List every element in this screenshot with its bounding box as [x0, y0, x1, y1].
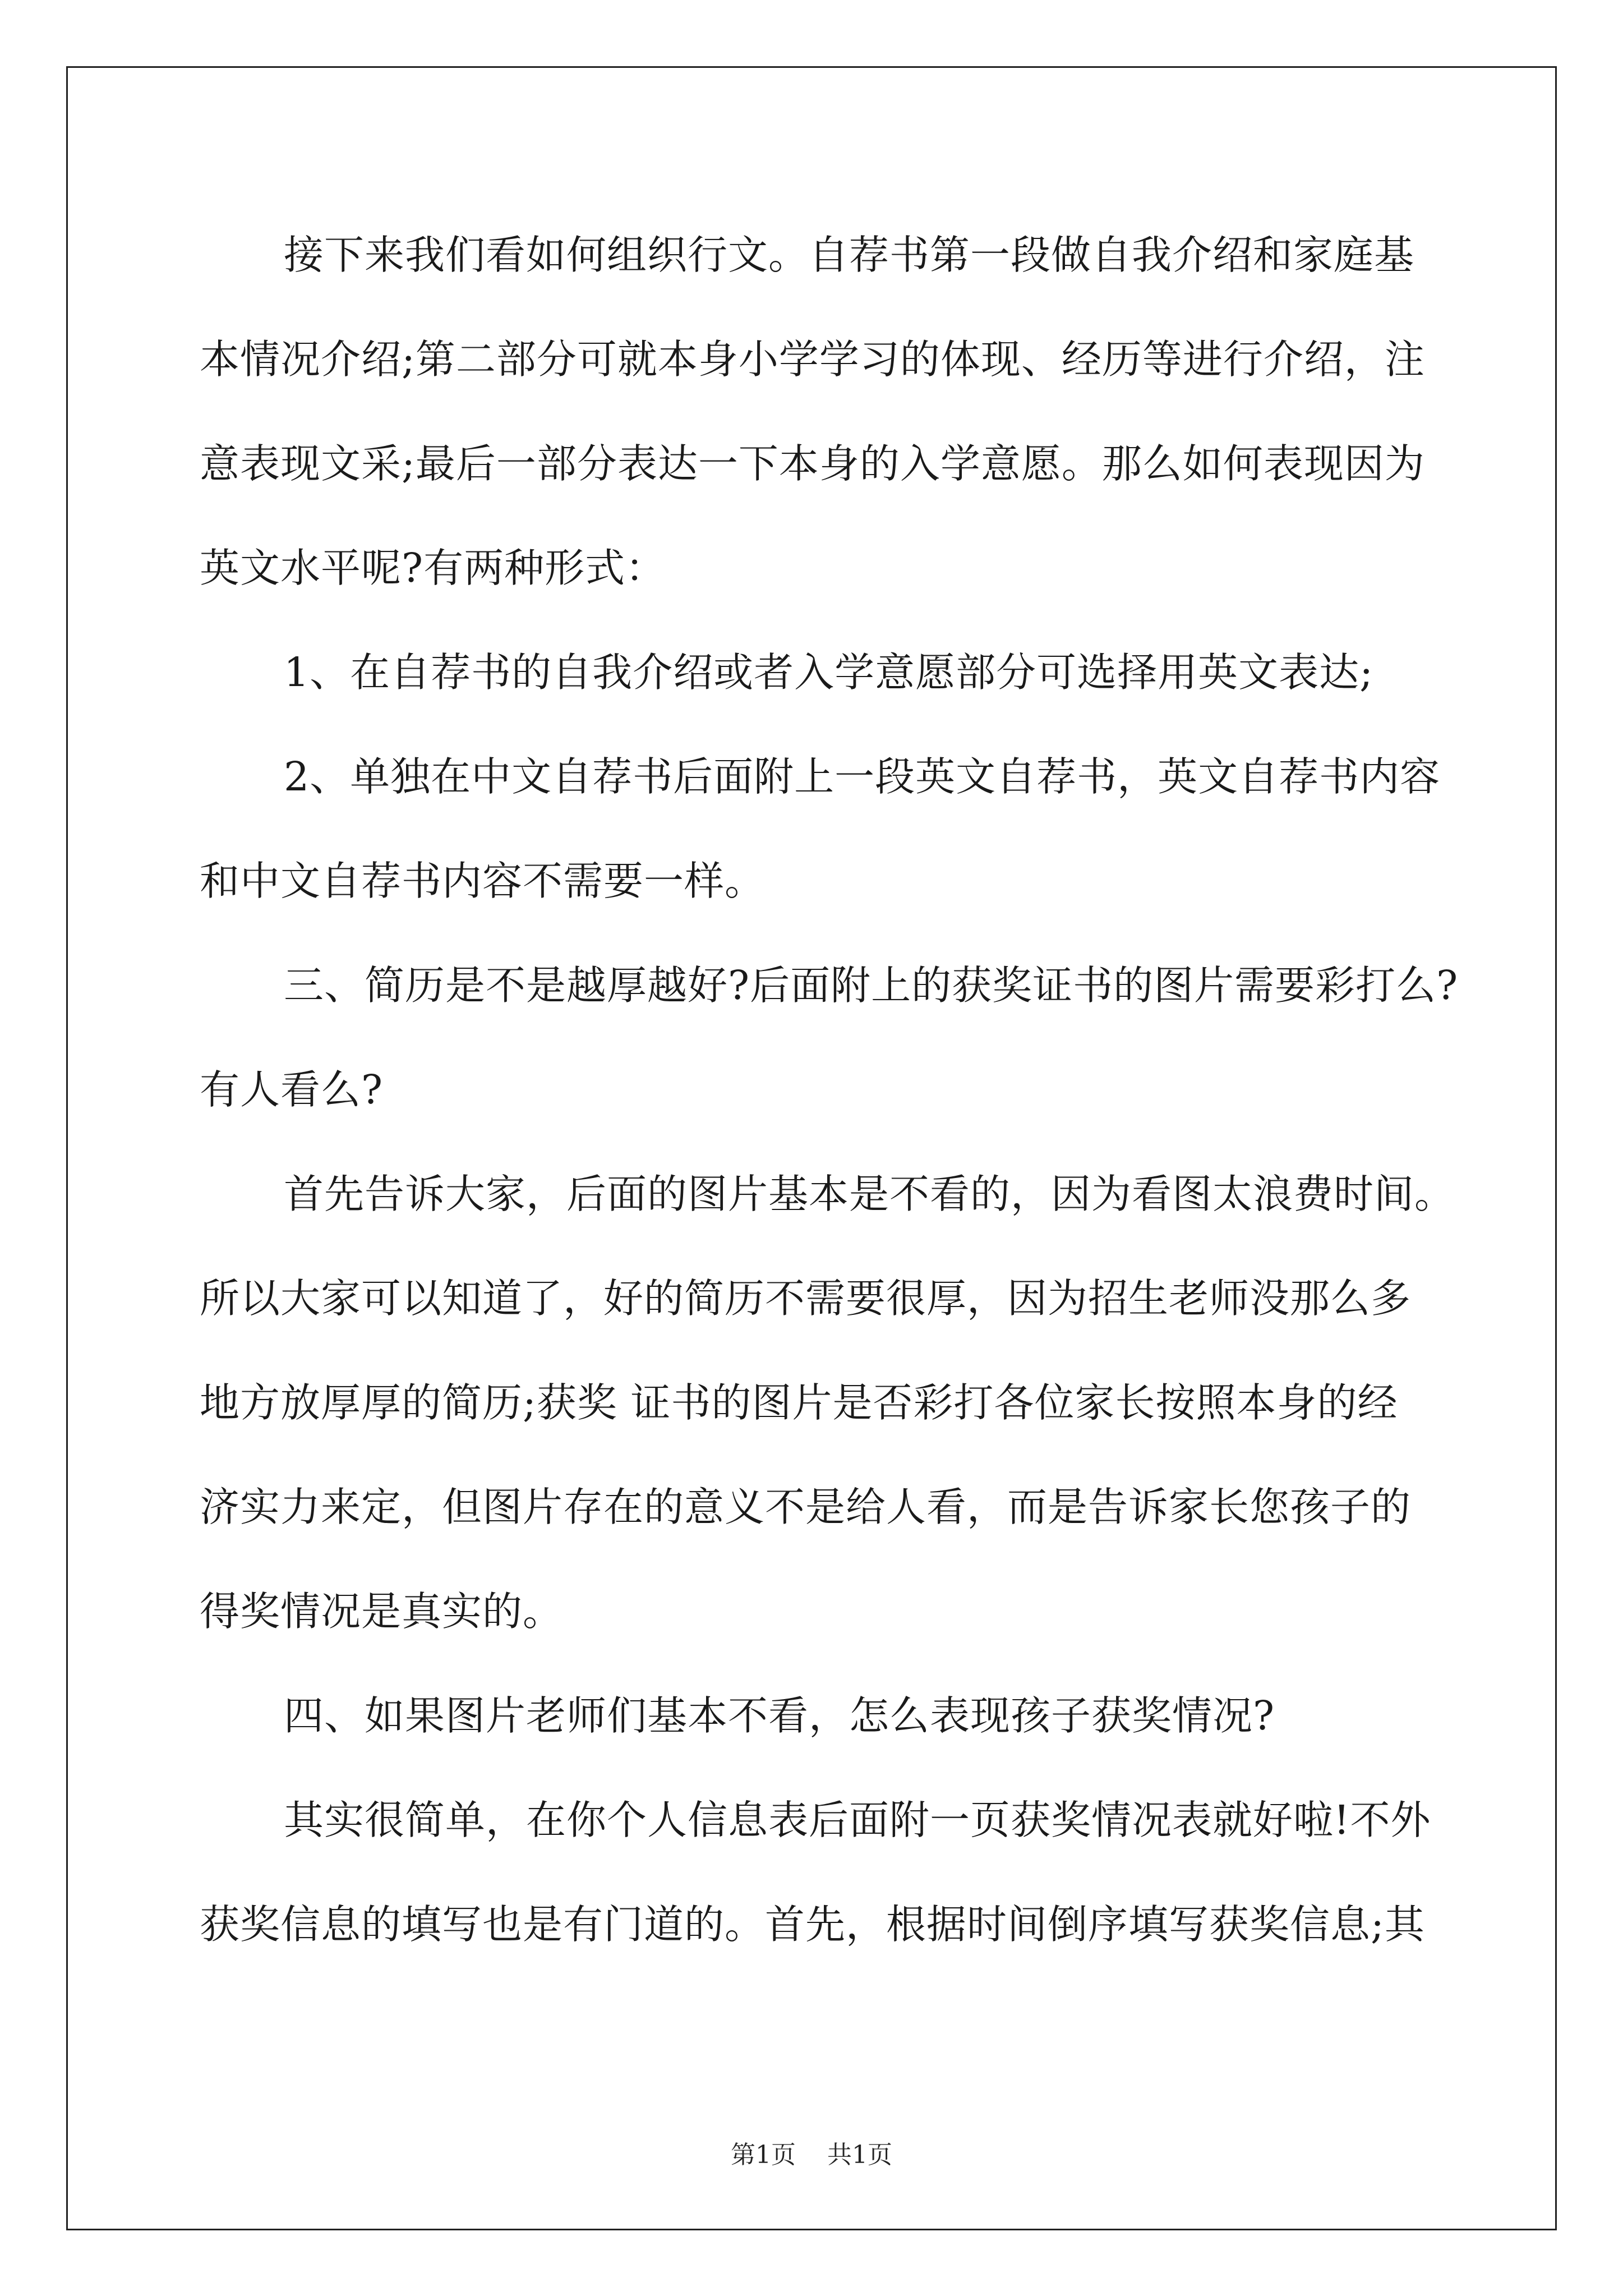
- page-footer: [0, 2138, 1623, 2172]
- text-line: 英文水平呢?有两种形式：: [200, 545, 666, 591]
- text-line: 有人看么?: [200, 1066, 384, 1113]
- text-line: 接下来我们看如何组织行文。自荐书第一段做自我介绍和家庭基: [284, 232, 1415, 278]
- text-line: 得奖情况是真实的。: [200, 1588, 564, 1635]
- text-line: 本情况介绍;第二部分可就本身小学学习的体现、经历等进行介绍，注: [200, 336, 1425, 383]
- page-total: 共1页: [827, 2141, 892, 2169]
- text-line: 四、如果图片老师们基本不看，怎么表现孩子获奖情况?: [284, 1692, 1275, 1739]
- text-line: 所以大家可以知道了，好的简历不需要很厚，因为招生老师没那么多: [200, 1275, 1412, 1322]
- text-line: 和中文自荐书内容不需要一样。: [200, 858, 766, 904]
- text-line: 2、单独在中文自荐书后面附上一段英文自荐书，英文自荐书内容: [284, 753, 1441, 800]
- text-line: 济实力来定，但图片存在的意义不是给人看，而是告诉家长您孩子的: [200, 1484, 1412, 1530]
- text-line: 其实很简单，在你个人信息表后面附一页获奖情况表就好啦!不外: [284, 1797, 1431, 1843]
- text-line: 意表现文采;最后一部分表达一下本身的入学意愿。那么如何表现因为: [200, 440, 1425, 487]
- text-line: 三、简历是不是越厚越好?后面附上的获奖证书的图片需要彩打么?: [284, 962, 1459, 1009]
- text-line: 地方放厚厚的简历;获奖 证书的图片是否彩打各位家长按照本身的经: [200, 1379, 1398, 1426]
- text-line: 获奖信息的填写也是有门道的。首先，根据时间倒序填写获奖信息;其: [200, 1901, 1425, 1948]
- text-line: 1、在自荐书的自我介绍或者入学意愿部分可选择用英文表达;: [284, 649, 1374, 696]
- document-body: [200, 203, 1459, 1977]
- text-line: 首先告诉大家，后面的图片基本是不看的，因为看图太浪费时间。: [284, 1171, 1455, 1217]
- page-number: 第1页: [731, 2141, 796, 2169]
